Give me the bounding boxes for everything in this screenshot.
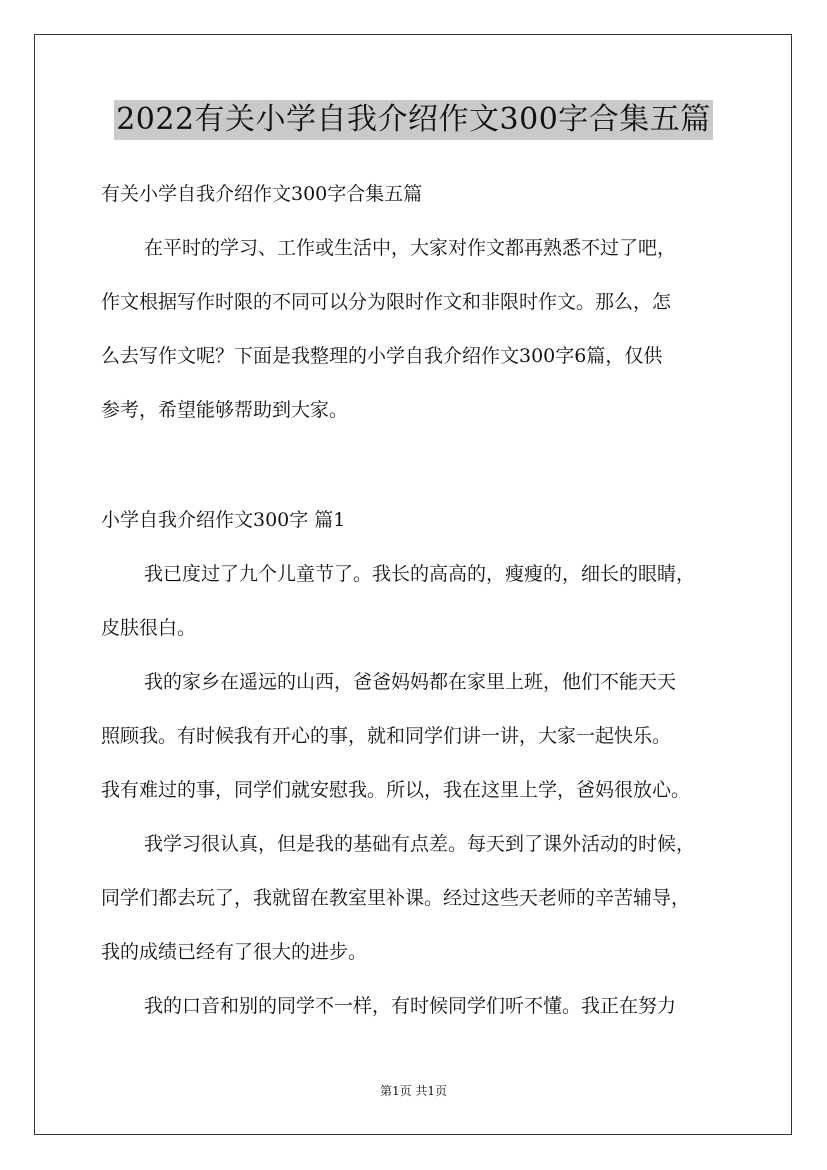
document-title: 2022有关小学自我介绍作文300字合集五篇	[114, 100, 713, 140]
page-footer: 第1页 共1页	[379, 1084, 448, 1098]
essay-line: 我的家乡在遥远的山西，爸爸妈妈都在家里上班，他们不能天天	[144, 671, 677, 693]
essay-line: 我的成绩已经有了很大的进步。	[101, 941, 368, 963]
intro-line: 么去写作文呢？下面是我整理的小学自我介绍作文300字6篇，仅供	[101, 345, 663, 367]
section-heading: 小学自我介绍作文300字 篇1	[101, 509, 346, 531]
essay-line: 我有难过的事，同学们就安慰我。所以，我在这里上学，爸妈很放心。	[101, 779, 691, 801]
intro-line: 作文根据写作时限的不同可以分为限时作文和非限时作文。那么，怎	[101, 291, 672, 313]
essay-line: 我的口音和别的同学不一样，有时候同学们听不懂。我正在努力	[144, 995, 677, 1017]
intro-line: 参考，希望能够帮助到大家。	[101, 399, 349, 421]
essay-line: 我学习很认真，但是我的基础有点差。每天到了课外活动的时候，	[144, 833, 696, 855]
intro-line: 在平时的学习、工作或生活中，大家对作文都再熟悉不过了吧，	[144, 237, 677, 259]
essay-line: 我已度过了九个儿童节了。我长的高高的，瘦瘦的，细长的眼睛，	[144, 563, 696, 585]
essay-line: 照顾我。有时候我有开心的事，就和同学们讲一讲，大家一起快乐。	[101, 725, 672, 747]
document-subtitle: 有关小学自我介绍作文300字合集五篇	[101, 183, 423, 205]
title-container	[0, 100, 827, 140]
essay-line: 皮肤很白。	[101, 617, 197, 639]
essay-line: 同学们都去玩了，我就留在教室里补课。经过这些天老师的辛苦辅导，	[101, 887, 691, 909]
